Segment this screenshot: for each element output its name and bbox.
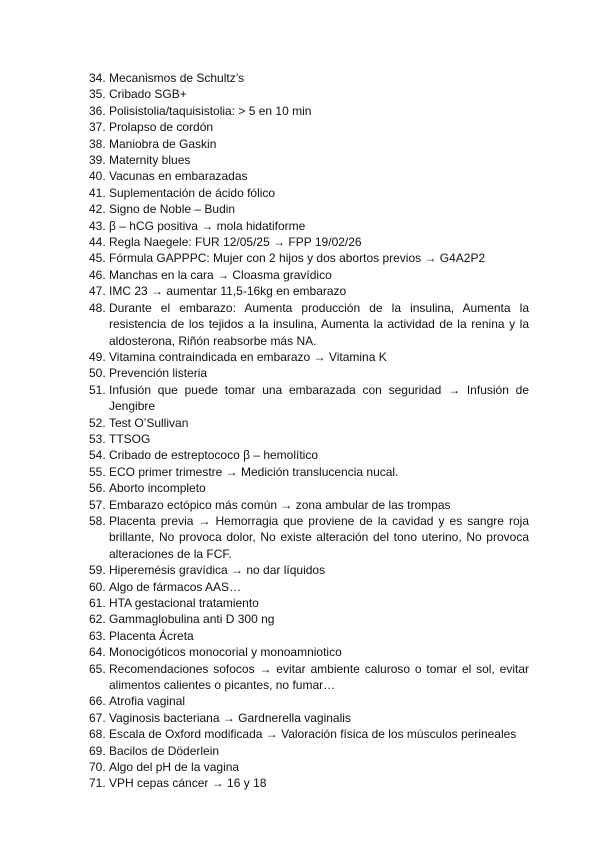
list-item: [89, 726, 529, 742]
list-item-number: 51.: [89, 382, 106, 397]
list-item: [89, 447, 529, 463]
list-item-text: ECO primer trimestre → Medición translucencia nucal.: [109, 464, 399, 479]
list-item-text: Recomendaciones sofocos → evitar ambiente caluroso o tomar el sol, evitar alimentos calientes o picantes, no fumar…: [109, 661, 529, 693]
list-item: [89, 562, 529, 578]
list-item-number: 61.: [89, 596, 106, 610]
list-item-number: 65.: [89, 661, 106, 676]
list-item-number: 60.: [89, 579, 106, 594]
list-item-text: Maniobra de Gaskin: [109, 136, 217, 151]
list-item-number: 36.: [89, 103, 106, 118]
list-item: [89, 431, 529, 447]
list-item-text: VPH cepas cáncer → 16 y 18: [109, 776, 267, 791]
list-item-text: Signo de Noble – Budin: [109, 202, 236, 217]
list-item-number: 67.: [89, 710, 106, 725]
list-item: [89, 86, 529, 102]
list-item-number: 68.: [89, 727, 106, 742]
list-item-number: 56.: [89, 481, 106, 496]
list-item: [89, 497, 529, 513]
list-item-number: 42.: [89, 202, 106, 217]
list-item: [89, 70, 529, 86]
list-item: [89, 759, 529, 775]
list-item-text: Hiperemésis gravídica → no dar líquidos: [109, 563, 326, 578]
list-item: [89, 644, 529, 660]
list-item-text: HTA gestacional tratamiento: [109, 596, 259, 610]
list-item-number: 41.: [89, 185, 106, 200]
list-item-number: 48.: [89, 300, 106, 315]
list-item-number: 45.: [89, 251, 106, 266]
list-item-text: Suplementación de ácido fólico: [109, 185, 276, 200]
list-item-number: 37.: [89, 120, 106, 135]
list-item: [89, 365, 529, 381]
list-item-text: Cribado de estreptococo β – hemolítico: [109, 448, 319, 463]
list-item-text: Polisistolia/taquisistolia: > 5 en 10 min: [109, 103, 312, 118]
list-item-number: 38.: [89, 136, 106, 151]
list-item: [89, 349, 529, 365]
list-item-number: 57.: [89, 497, 106, 512]
list-item-number: 43.: [89, 218, 106, 233]
list-item-text: Monocigóticos monocorial y monoamniotico: [109, 645, 342, 660]
list-item-text: Durante el embarazo: Aumenta producción de la insulina, Aumenta la resistencia de los tejidos a la insulina, Aumenta la actividad de la renina y la aldosterona, Riñón reabsorbe más NA.: [109, 300, 529, 348]
list-item: [89, 693, 529, 709]
list-item-text: TTSOG: [109, 431, 151, 446]
list-item-number: 64.: [89, 645, 106, 660]
list-item-number: 40.: [89, 169, 106, 184]
list-item-text: β – hCG positiva → mola hidatiforme: [109, 218, 306, 233]
list-item-text: Placenta previa → Hemorragia que proviene de la cavidad y es sangre roja brillante, No provoca dolor, No existe alteración del tono uterino, No provoca alteraciones de la FCF.: [109, 513, 529, 561]
list-item: [89, 267, 529, 283]
list-item: [89, 234, 529, 250]
list-item-text: Algo de fármacos AAS…: [109, 579, 242, 594]
list-item-number: 50.: [89, 366, 106, 381]
list-item-text: Prolapso de cordón: [109, 120, 214, 135]
list-item: [89, 185, 529, 201]
list-item-number: 69.: [89, 743, 106, 758]
list-item: [89, 283, 529, 299]
list-item: [89, 103, 529, 119]
list-item-text: Vaginosis bacteriana → Gardnerella vaginalis: [109, 710, 351, 725]
list-item-number: 55.: [89, 464, 106, 479]
list-item: [89, 136, 529, 152]
list-item: [89, 710, 529, 726]
list-item-number: 59.: [89, 563, 106, 578]
list-item-text: Vacunas en embarazadas: [109, 169, 248, 184]
list-item-number: 39.: [89, 153, 106, 168]
list-item: [89, 611, 529, 627]
list-item: [89, 775, 529, 791]
list-item-number: 63.: [89, 628, 106, 643]
list-item: [89, 743, 529, 759]
list-item-text: Test O’Sullivan: [109, 415, 189, 430]
list-item-text: Embarazo ectópico más común → zona ambular de las trompas: [109, 497, 451, 512]
list-item-text: Escala de Oxford modificada → Valoración física de los músculos perineales: [109, 727, 517, 742]
list-item-text: Fórmula GAPPPC: Mujer con 2 hijos y dos abortos previos → G4A2P2: [109, 251, 486, 266]
list-item-text: Aborto incompleto: [109, 481, 206, 496]
list-item: [89, 382, 529, 415]
list-item-text: IMC 23 → aumentar 11,5-16kg en embarazo: [109, 284, 347, 299]
list-item-number: 44.: [89, 235, 106, 250]
list-item: [89, 415, 529, 431]
list-item: [89, 480, 529, 496]
list-item-number: 47.: [89, 284, 106, 299]
list-item: [89, 513, 529, 562]
list-item-number: 46.: [89, 267, 106, 282]
list-item: [89, 168, 529, 184]
list-item: [89, 250, 529, 266]
list-item: [89, 300, 529, 349]
list-item-number: 66.: [89, 694, 106, 709]
list-item-text: Manchas en la cara → Cloasma gravídico: [109, 267, 332, 282]
list-item-text: Atrofia vaginal: [109, 694, 186, 709]
list-item-number: 54.: [89, 448, 106, 463]
list-item: [89, 595, 529, 611]
list-item-number: 62.: [89, 612, 106, 627]
list-item-number: 58.: [89, 513, 106, 528]
list-item: [89, 579, 529, 595]
list-item-text: Mecanismos de Schultz’s: [109, 71, 245, 85]
list-item-text: Bacilos de Döderlein: [109, 743, 220, 758]
list-item-text: Maternity blues: [109, 153, 191, 168]
list-item-text: Algo del pH de la vagina: [109, 760, 240, 775]
list-item-text: Regla Naegele: FUR 12/05/25 → FPP 19/02/26: [109, 235, 362, 250]
list-item: [89, 628, 529, 644]
list-item-number: 53.: [89, 431, 106, 446]
list-item-text: Cribado SGB+: [109, 87, 187, 102]
list-item-text: Prevención listeria: [109, 366, 208, 381]
list-item: [89, 152, 529, 168]
list-item: [89, 661, 529, 694]
list-item-number: 34.: [89, 71, 106, 85]
list-item-text: Gammaglobulina anti D 300 ng: [109, 612, 275, 627]
list-item-number: 35.: [89, 87, 106, 102]
list-item: [89, 119, 529, 135]
list-item-number: 52.: [89, 415, 106, 430]
list-item-number: 49.: [89, 349, 106, 364]
list-item-number: 71.: [89, 776, 106, 791]
list-item-number: 70.: [89, 760, 106, 775]
list-item-text: Placenta Ácreta: [109, 628, 194, 643]
list-item: [89, 218, 529, 234]
list-item-text: Infusión que puede tomar una embarazada con seguridad → Infusión de Jengibre: [109, 382, 529, 414]
list-item: [89, 201, 529, 217]
list-item-text: Vitamina contraindicada en embarazo → Vitamina K: [109, 349, 387, 364]
numbered-list: [89, 70, 529, 792]
list-item: [89, 464, 529, 480]
